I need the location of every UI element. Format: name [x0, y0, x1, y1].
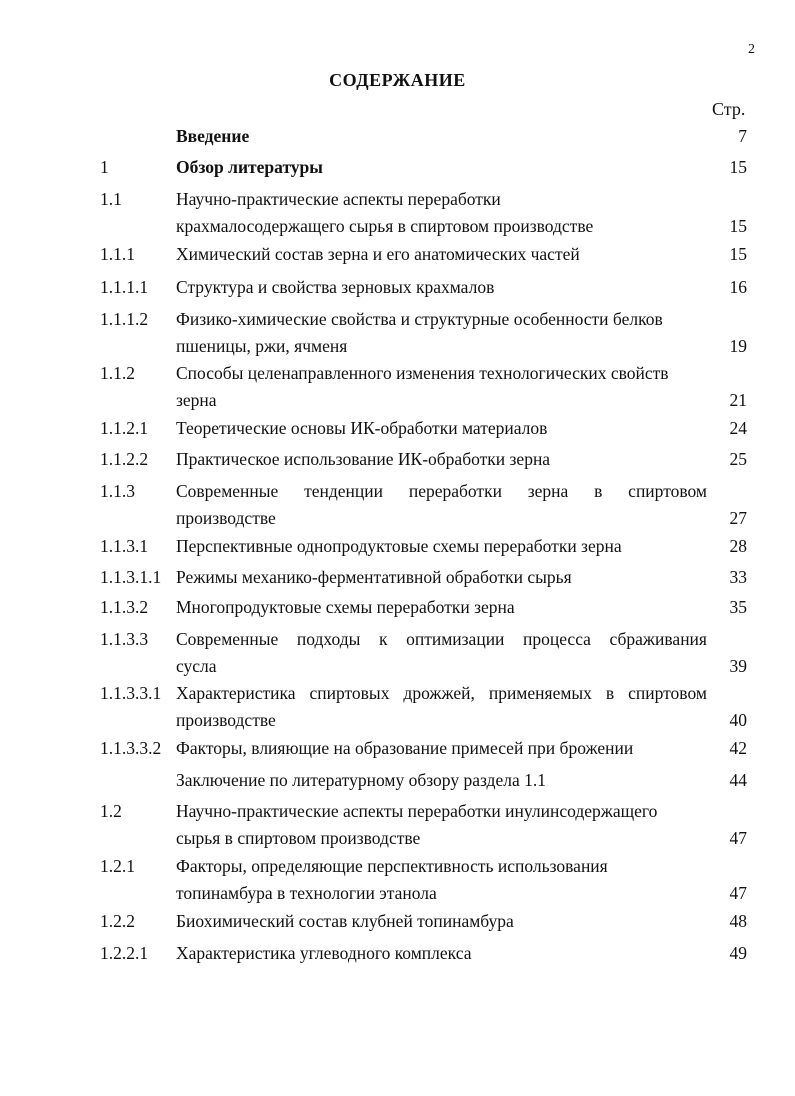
toc-entry-title: Физико-химические свойства и структурные особенности белков: [176, 309, 663, 329]
toc-entry-number: 1.1.3.1: [100, 536, 149, 556]
toc-entry-title: Введение: [176, 126, 250, 146]
toc-entry-page: 33: [729, 567, 747, 587]
toc-entry-title: Способы целенаправленного изменения технологических свойств: [176, 363, 669, 383]
toc-entry-number: 1.1.3.3: [100, 629, 149, 649]
toc-entry-page: 19: [729, 336, 747, 356]
page-title: СОДЕРЖАНИЕ: [329, 70, 466, 90]
toc-entry-page: 42: [729, 738, 747, 758]
toc-entry-title: Режимы механико-ферментативной обработки сырья: [176, 567, 572, 587]
toc-entry-number: 1.1.2.1: [100, 418, 149, 438]
toc-entry-number: 1.2.2.1: [100, 943, 149, 963]
toc-entry-page: 44: [729, 770, 747, 790]
toc-entry-number: 1.2.2: [100, 911, 135, 931]
toc-entry-page: 47: [729, 828, 747, 848]
toc-entry-page: 25: [729, 449, 747, 469]
toc-entry-number: 1.1.3.1.1: [100, 567, 162, 587]
page-column-header: Стр.: [712, 99, 746, 119]
toc-entry-title: сырья в спиртовом производстве: [176, 828, 421, 848]
toc-entry-title: Характеристика углеводного комплекса: [176, 943, 472, 963]
toc-entry-title: топинамбура в технологии этанола: [176, 883, 437, 903]
toc-entry-page: 28: [729, 536, 747, 556]
toc-entry-title: Современные тенденции переработки зерна в спиртовом: [176, 481, 707, 501]
toc-entry-page: 40: [729, 710, 747, 730]
toc-entry-number: 1.2.1: [100, 856, 135, 876]
toc-entry-title: Химический состав зерна и его анатомических частей: [176, 244, 580, 264]
toc-entry-title: Факторы, влияющие на образование примесей при брожении: [176, 738, 634, 758]
toc-entry-number: 1.1.1.2: [100, 309, 149, 329]
toc-entry-page: 49: [729, 943, 747, 963]
toc-entry-title: Современные подходы к оптимизации процесса сбраживания: [176, 629, 707, 649]
toc-entry-page: 24: [729, 418, 747, 438]
toc-entry-title: Научно-практические аспекты переработки инулинсодержащего: [176, 801, 658, 821]
toc-entry-title: крахмалосодержащего сырья в спиртовом производстве: [176, 216, 594, 236]
toc-entry-title: Биохимический состав клубней топинамбура: [176, 911, 514, 931]
toc-entry-title: Практическое использование ИК-обработки зерна: [176, 449, 551, 469]
toc-entry-title: Характеристика спиртовых дрожжей, применяемых в спиртовом: [176, 683, 707, 703]
toc-entry-number: 1.1.3.2: [100, 597, 149, 617]
toc-entry-number: 1: [100, 157, 109, 177]
toc-entry-page: 15: [729, 244, 747, 264]
toc-entry-number: 1.1.3.3.1: [100, 683, 162, 703]
toc-entry-number: 1.1.3.3.2: [100, 738, 162, 758]
toc-entry-title: производстве: [176, 508, 276, 528]
toc-entry-number: 1.1.1.1: [100, 277, 149, 297]
toc-entry-title: Факторы, определяющие перспективность использования: [176, 856, 608, 876]
toc-entry-title: Заключение по литературному обзору раздела 1.1: [176, 770, 546, 790]
toc-entry-page: 15: [729, 216, 747, 236]
toc-entry-title: сусла: [176, 656, 217, 676]
toc-entry-page: 35: [729, 597, 747, 617]
toc-entry-number: 1.1.1: [100, 244, 135, 264]
toc-entry-number: 1.1.2: [100, 363, 135, 383]
toc-entry-title: производстве: [176, 710, 276, 730]
toc-entry-title: Научно-практические аспекты переработки: [176, 189, 501, 209]
toc-entry-page: 15: [729, 157, 747, 177]
page-number: 2: [748, 42, 755, 57]
toc-entry-number: 1.1.3: [100, 481, 135, 501]
toc-entry-page: 39: [729, 656, 747, 676]
toc-entry-page: 48: [729, 911, 747, 931]
toc-entry-title: Теоретические основы ИК-обработки материалов: [176, 418, 548, 438]
toc-entry-page: 7: [738, 126, 747, 146]
toc-entry-page: 47: [729, 883, 747, 903]
toc-entry-title: пшеницы, ржи, ячменя: [176, 336, 348, 356]
toc-entry-title: зерна: [176, 390, 217, 410]
toc-entry-number: 1.1: [100, 189, 122, 209]
toc-entry-title: Обзор литературы: [176, 157, 323, 177]
toc-entry-title: Перспективные однопродуктовые схемы переработки зерна: [176, 536, 622, 556]
toc-entry-number: 1.2: [100, 801, 122, 821]
toc-entry-number: 1.1.2.2: [100, 449, 149, 469]
toc-entry-page: 16: [729, 277, 747, 297]
toc-entry-title: Многопродуктовые схемы переработки зерна: [176, 597, 515, 617]
toc-entry-page: 27: [729, 508, 747, 528]
toc-entry-title: Структура и свойства зерновых крахмалов: [176, 277, 495, 297]
toc-entry-page: 21: [729, 390, 747, 410]
